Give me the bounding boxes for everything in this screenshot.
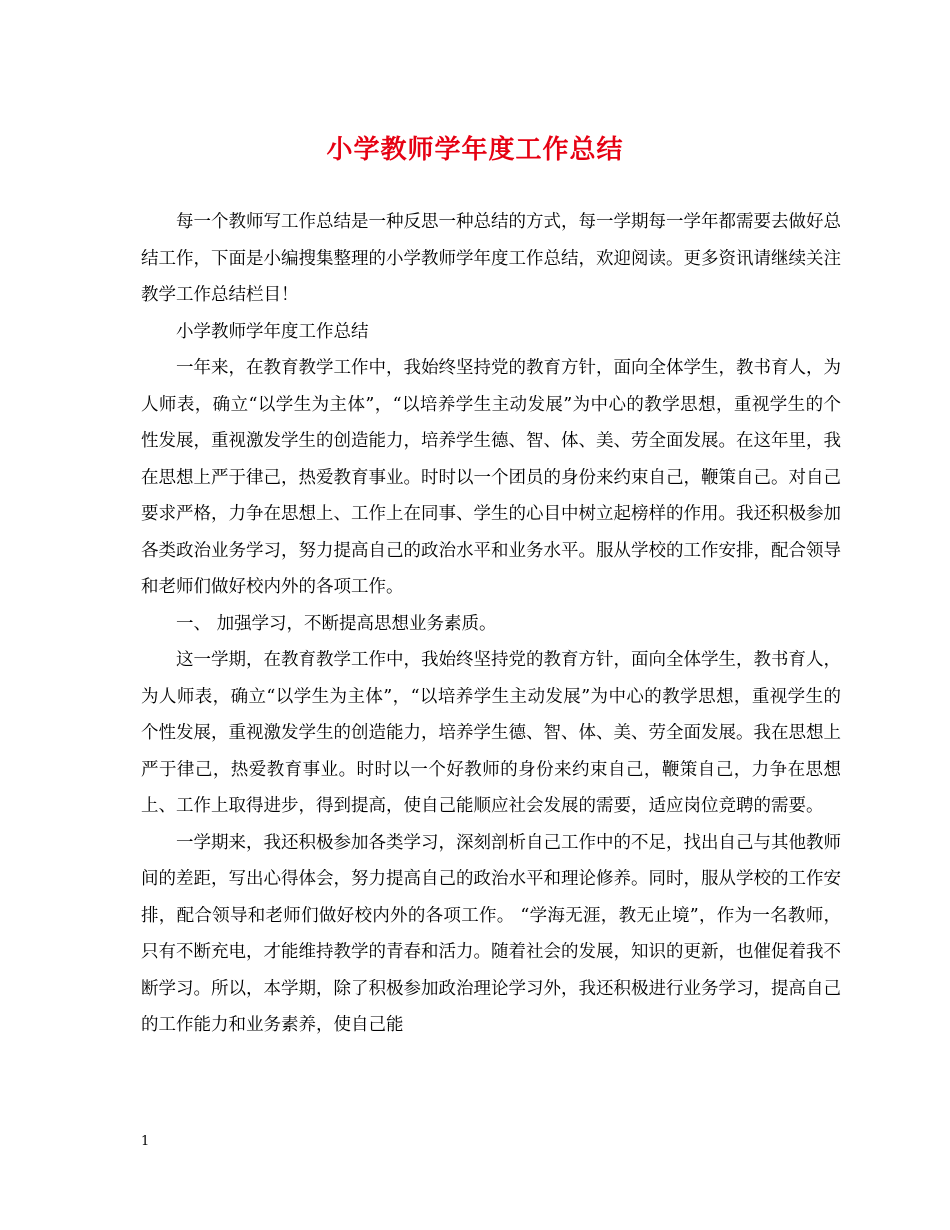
document-title: 小学教师学年度工作总结 [326, 135, 624, 165]
body-paragraph: 一年来，在教育教学工作中，我始终坚持党的教育方针，面向全体学生，教书育人，为人师表，确立“以学生为主体”，“以培养学生主动发展”为中心的教学思想，重视学生的个性发展，重视激发学生的创造能力，培养学生德、智、体、美、劳全面发展。在这年里，我在思想上严于律己，热爱教育事业。时时以一个团员的身份来约束自己，鞭策自己。对自己要求严格，力争在思想上、工作上在同事、学生的心目中树立起榜样的作用。我还积极参加各类政治业务学习，努力提高自己的政治水平和业务水平。服从学校的工作安排，配合领导和老师们做好校内外的各项工作。 [141, 358, 841, 597]
intro-paragraph: 每一个教师写工作总结是一种反思一种总结的方式，每一学期每一学年都需要去做好总结工作，下面是小编搜集整理的小学教师学年度工作总结，欢迎阅读。更多资讯请继续关注教学工作总结栏目！ [141, 212, 841, 305]
section-heading: 一、 加强学习，不断提高思想业务素质。 [176, 613, 497, 634]
body-paragraph: 一学期来，我还积极参加各类学习，深刻剖析自己工作中的不足，找出自己与其他教师间的差距，写出心得体会，努力提高自己的政治水平和理论修养。同时，服从学校的工作安排，配合领导和老师们做好校内外的各项工作。 “学海无涯，教无止境”，作为一名教师，只有不断充电，才能维持教学的青春和活力。随着社会的发展，知识的更新，也催促着我不断学习。所以，本学期，除了积极参加政治理论学习外，我还积极进行业务学习，提高自己的工作能力和业务素养，使自己能 [141, 832, 841, 1035]
document-body [141, 204, 841, 1044]
page-number: 1 [141, 1134, 150, 1149]
subtitle-paragraph: 小学教师学年度工作总结 [176, 321, 369, 342]
body-paragraph: 这一学期，在教育教学工作中，我始终坚持党的教育方针，面向全体学生，教书育人，为人师表，确立“以学生为主体”，“以培养学生主动发展”为中心的教学思想，重视学生的个性发展，重视激发学生的创造能力，培养学生德、智、体、美、劳全面发展。我在思想上严于律己，热爱教育事业。时时以一个好教师的身份来约束自己，鞭策自己，力争在思想上、工作上取得进步，得到提高，使自己能顺应社会发展的需要，适应岗位竞聘的需要。 [141, 650, 841, 816]
